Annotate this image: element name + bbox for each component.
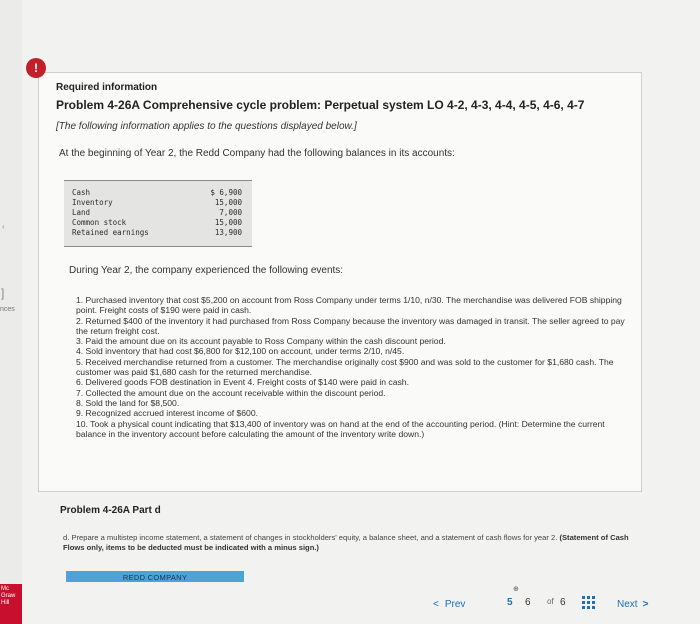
event-item: 2. Returned $400 of the inventory it had purchased from Ross Company because the inventory was damaged in transit. The seller agreed to pay the return freight cost. bbox=[76, 315, 625, 336]
alert-icon: ! bbox=[26, 58, 46, 78]
account-amount: 7,000 bbox=[219, 208, 242, 217]
table-row bbox=[72, 228, 246, 238]
account-name: Retained earnings bbox=[72, 228, 149, 237]
table-row bbox=[72, 218, 246, 228]
prev-button[interactable] bbox=[433, 596, 477, 614]
chevron-right-icon: > bbox=[642, 599, 649, 610]
events-intro: During Year 2, the company experienced the following events: bbox=[69, 265, 344, 276]
chevron-left-icon: < bbox=[433, 599, 439, 610]
intro-text: At the beginning of Year 2, the Redd Company had the following balances in its accounts: bbox=[59, 148, 455, 159]
info-note: [The following information applies to the questions displayed below.] bbox=[56, 121, 357, 132]
page-number[interactable]: 6 bbox=[525, 597, 531, 608]
event-item: 4. Sold inventory that had cost $6,800 for $12,100 on account, under terms 2/10, n/45. bbox=[76, 346, 405, 357]
events-list bbox=[76, 295, 636, 439]
part-instruction bbox=[63, 533, 643, 553]
account-amount: 15,000 bbox=[214, 218, 242, 227]
publisher-logo: Mc Graw Hill bbox=[0, 584, 22, 624]
bracket-icon: ] bbox=[1, 286, 5, 300]
event-item: 7. Collected the amount due on the account receivable within the discount period. bbox=[76, 387, 386, 398]
page-of-label: of bbox=[547, 597, 554, 606]
event-item: 10. Took a physical count indicating that $13,400 of inventory was on hand at the end of the accounting period. (Hint: Determine the current balance in the inventory account before calculating the amount of the inventory write down.) bbox=[76, 418, 605, 439]
account-name: Land bbox=[72, 208, 91, 217]
statement-header-company: REDD COMPANY bbox=[66, 571, 244, 582]
left-side-panel bbox=[0, 0, 22, 624]
link-icon: ⊕ bbox=[513, 586, 519, 593]
event-item: 8. Sold the land for $8,500. bbox=[76, 397, 180, 408]
problem-title: Problem 4-26A Comprehensive cycle problem: Perpetual system LO 4-2, 4-3, 4-4, 4-5, 4-6, 4-7 bbox=[56, 98, 585, 112]
grid-view-icon[interactable] bbox=[582, 596, 596, 610]
event-item: 6. Delivered goods FOB destination in Event 4. Freight costs of $140 were paid in cash. bbox=[76, 377, 409, 388]
section-title: Required information bbox=[56, 82, 158, 93]
account-amount: 15,000 bbox=[214, 198, 242, 207]
next-button[interactable] bbox=[617, 596, 648, 614]
event-item: 3. Paid the amount due on its account payable to Ross Company within the cash discount period. bbox=[76, 336, 446, 347]
table-top-rule bbox=[64, 180, 252, 181]
collapse-arrow-icon[interactable]: ‹ bbox=[2, 222, 5, 231]
prev-label: Prev bbox=[444, 599, 466, 610]
page-number-current[interactable]: 5 bbox=[507, 597, 513, 608]
table-row bbox=[72, 188, 246, 198]
event-item: 5. Received merchandise returned from a customer. The merchandise originally cost $900 and was sold to the customer for $1,680 cash. The customer was paid $1,680 cash for the returned merchandise. bbox=[76, 356, 614, 378]
account-amount: $ 6,900 bbox=[210, 188, 242, 197]
instruction-emphasis: (Statement of Cash Flows only, items to be deducted must be indicated with a minus sign.) bbox=[63, 533, 629, 552]
table-row bbox=[72, 198, 246, 208]
next-label: Next bbox=[617, 599, 638, 610]
balances-table bbox=[64, 180, 252, 247]
account-name: Inventory bbox=[72, 198, 113, 207]
account-name: Common stock bbox=[72, 218, 127, 227]
sidebar-partial-text: nces bbox=[0, 306, 15, 313]
account-amount: 13,900 bbox=[214, 228, 242, 237]
part-title: Problem 4-26A Part d bbox=[60, 505, 161, 516]
account-name: Cash bbox=[72, 188, 91, 197]
event-item: 1. Purchased inventory that cost $5,200 on account from Ross Company under terms 1/10, n/30. The merchandise was delivered FOB shipping point. Freight costs of $190 were paid in cash. bbox=[76, 295, 622, 316]
instruction-text: d. Prepare a multistep income statement, a statement of changes in stockholders' equity, a balance sheet, and a statement of cash flows for year 2. bbox=[63, 533, 558, 542]
table-row bbox=[72, 208, 246, 218]
page-total: 6 bbox=[560, 597, 566, 608]
event-item: 9. Recognized accrued interest income of $600. bbox=[76, 408, 259, 419]
